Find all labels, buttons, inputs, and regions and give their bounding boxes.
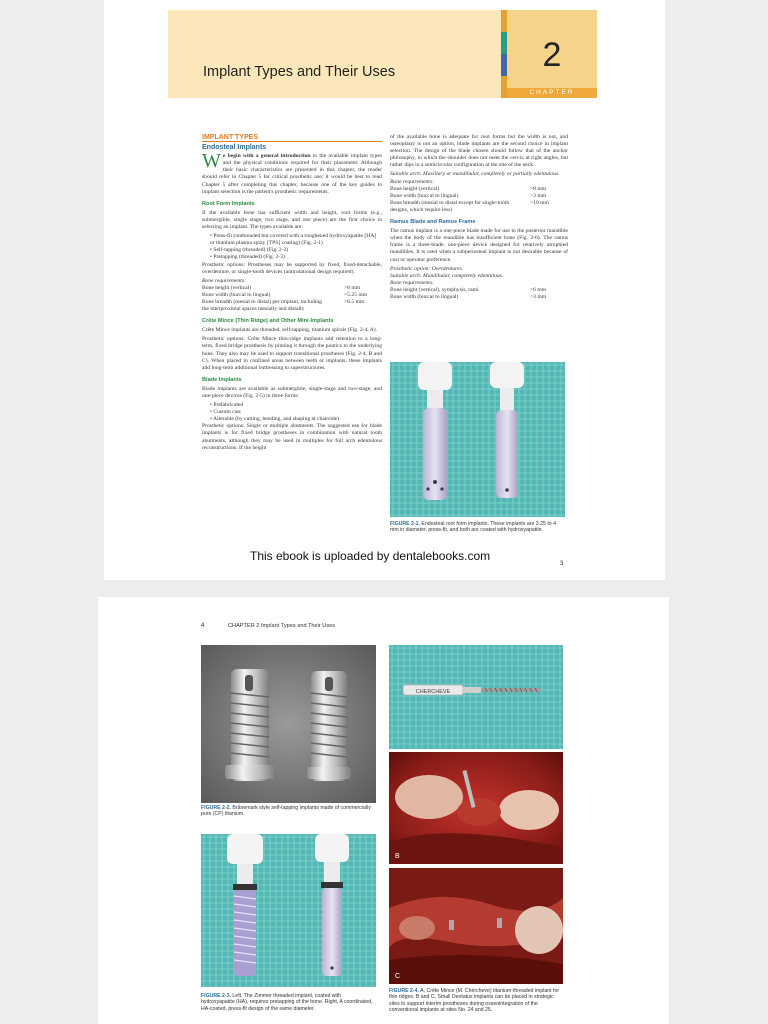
- text-column-right: [390, 134, 568, 301]
- figure-2-2-caption: [201, 805, 371, 818]
- ramus-suitable: Suitable arch: Mandibular, completely edentulous.: [390, 272, 504, 279]
- uploaded-notice: This ebook is uploaded by dentalebooks.com: [250, 549, 491, 563]
- root-form-bullet: • Self-tapping (threaded) (Fig. 2-2): [210, 247, 289, 254]
- page-number: 4: [201, 623, 205, 629]
- crete-mince-prosthetic: Prosthetic options: Crête Mince thin-ridge implants add retention to a long-term, fixed bridge prosthesis by pinning it through the pontics to the underlying bone. They also may be used to support transitional prostheses (Fig. 2-4, B and C). When placed in confined areas between teeth or implants, these implants add long-term additional buttressing to superstructures.: [202, 336, 382, 371]
- blade-prosthetic: Prosthetic options: Single or multiple abutments. The suggested use for blade implants is for fixed bridge prostheses in combination with natural tooth abutments, although they may be used in multiples for full arch edentulous reconstructions. If the height: [202, 423, 382, 451]
- requirement-row: [390, 186, 568, 193]
- req-value: >10 mm: [530, 199, 549, 206]
- drop-cap: W: [202, 150, 221, 173]
- req-value: >5.25 mm: [344, 291, 368, 298]
- root-form-prosthetic: Prosthetic options: Prostheses may be supported by fixed, fixed-detachable, overdenture, or single-tooth devices (antirotational design required).: [202, 261, 382, 275]
- blade-heading: Blade Implants: [202, 376, 242, 383]
- requirement-row: [390, 200, 568, 214]
- section-title: IMPLANT TYPES: [202, 134, 382, 142]
- intro-lead: e begin with a general introduction: [222, 153, 311, 160]
- req-value: >8 mm: [530, 185, 547, 192]
- req-value: >3 mm: [530, 192, 547, 199]
- ramus-heading: Ramus Blade and Ramus Frame: [390, 219, 476, 226]
- figure-2-4b-photo: [389, 752, 563, 864]
- req-value: >6.5 mm: [344, 298, 365, 305]
- running-head: CHAPTER 2 Implant Types and Their Uses: [228, 623, 336, 629]
- figure-2-3-caption: [201, 993, 373, 1012]
- caption-text: Brånemark style self-tapping implants made of commercially pure (CP) titanium.: [201, 805, 371, 818]
- requirement-row: [202, 285, 382, 292]
- root-form-bullet: • Pretapping (threaded) (Fig. 2-3): [210, 254, 285, 261]
- req-label: Bone height (vertical): [390, 185, 440, 192]
- figure-2-1-caption: [390, 521, 565, 534]
- req-label: Bone height (vertical), symphysis, rami: [390, 286, 479, 293]
- requirement-row: [202, 292, 382, 299]
- blade-bullet: • Prefabricated: [210, 402, 244, 409]
- figure-2-2-photo: [201, 645, 376, 803]
- requirement-row: [390, 294, 568, 301]
- panel-label-c: C: [395, 973, 401, 980]
- chapter-label: CHAPTER: [507, 88, 597, 98]
- figure-label: FIGURE 2-4.: [389, 988, 419, 994]
- requirement-row: [390, 193, 568, 200]
- req-label: Bone width (buccal to lingual): [390, 192, 459, 199]
- req-value: >8 mm: [344, 284, 361, 291]
- figure-2-4a-photo: [389, 645, 563, 749]
- figure-2-3-photo: [201, 834, 376, 987]
- req-label: Bone breadth (mesial to distal) per implant, including the interproximal spaces mesially and distally: [202, 298, 322, 313]
- panel-label-b: B: [395, 853, 400, 860]
- root-form-heading: Root Form Implants: [202, 200, 255, 207]
- ramus-text: The ramus implant is a one-piece blade made for use in the posterior mandible when the body of the mandible has insufficient bone (Fig. 2-6). The ramus frame is a three-blade, one-piece device designed for relatively atrophied mandibles. It is used when a subperiosteal implant is not desirable because of cost or operator preference.: [390, 228, 568, 263]
- bone-requirements-label: Bone requirements:: [202, 277, 246, 284]
- caption-text: Endosteal root form implants. These implants are 3.25 to 4 mm in diameter, press-fit, and both are coated with hydroxyapatite.: [390, 521, 556, 534]
- chapter-title: Implant Types and Their Uses: [203, 64, 396, 80]
- req-value: >3 mm: [530, 293, 547, 300]
- intro-text: to the available implant types and the physical conditions required for their placement. Although their basic characteristics are presented in this chapter, the reader should refer to Chapter 5 for critical prosthetic use; it would be best to read Chapter 5 after completing this chapter, because one of the key guides to implant selection is the patient's prosthetic requirements.: [202, 153, 382, 195]
- root-form-bullet: • Press-fit (unthreaded but covered with a roughened hydroxyapatite [HA] or titanium plasma spray [TPS] coating) (Fig. 2-1): [210, 233, 377, 247]
- requirement-row: [202, 299, 382, 313]
- figure-label: FIGURE 2-2.: [201, 805, 231, 811]
- book-page-3: [104, 0, 665, 580]
- bone-requirements-label: Bone requirements:: [390, 279, 434, 286]
- blade-bullet: • Alterable (by cutting, bending, and shaping at chairside): [210, 416, 340, 423]
- caption-text: Left, The Zimmer threaded implant, coated with hydroxyapatite (HA), requires pretapping of the bone. Right, A coordinated, HA-coated, press-fit design of the same diameter.: [201, 993, 373, 1012]
- intro-paragraph: [202, 150, 382, 196]
- req-label: Bone width (buccal to lingual): [202, 291, 271, 298]
- req-value: >6 mm: [530, 286, 547, 293]
- figure-2-4-caption: [389, 988, 565, 1013]
- figure-label: FIGURE 2-3.: [201, 993, 231, 999]
- crete-mince-text: Crête Mince implants are threaded, self-tapping, titanium spirals (Fig. 2-4, A).: [202, 327, 378, 334]
- requirement-row: [390, 287, 568, 294]
- crete-mince-heading: Crête Mince (Thin Ridge) and Other Mini-Implants: [202, 318, 334, 325]
- chapter-number: 2: [542, 36, 562, 74]
- instrument-label: CHERCHEVE: [415, 689, 451, 695]
- req-label: Bone width (buccal to lingual): [390, 293, 459, 300]
- blade-text: Blade implants are available as submergible, single-stage and two-stage, and one-piece devices (Fig. 2-5) in three forms:: [202, 385, 382, 399]
- figure-2-4c-photo: [389, 868, 563, 984]
- figure-label: FIGURE 2-1.: [390, 521, 420, 527]
- bone-requirements-label: Bone requirements:: [390, 178, 434, 185]
- book-page-4: [98, 597, 669, 1024]
- chapter-number-box: [507, 10, 597, 88]
- blade-continued-text: of the available bone is adequate for root forms but the width is not, and osteoplasty is not an option, blade implants are the second choice in implant selection. The design of the blade chosen should follow that of the anchor philosophy, in which the shoulder does not meet the cervix at right angles, but rather dips in a semicircular configuration at the site of the neck.: [390, 134, 568, 169]
- blade-bullet: • Custom cast: [210, 409, 241, 416]
- req-label: Bone breadth (mesial to distal except for single-tooth designs, which require less): [390, 199, 510, 213]
- suitable-arch: Suitable arch: Maxillary or mandibular, completely or partially edentulous.: [390, 171, 560, 178]
- req-label: Bone height (vertical): [202, 284, 252, 291]
- figure-2-1-photo: [390, 362, 565, 517]
- subsection-title: Endosteal Implants: [202, 144, 267, 152]
- root-form-text: If the available bone has sufficient width and height, root forms (e.g., submergible, single stage, two stage, and one piece) are the first choice in selecting an implant. The types available are:: [202, 209, 382, 231]
- text-column-left: [202, 134, 382, 454]
- ramus-prosthetic: Prosthetic option: Overdentures.: [390, 265, 464, 272]
- page-number: 3: [560, 561, 564, 567]
- caption-text: A, Crête Mince (M. Chércheve) titanium-threaded implant for thin ridges. B and C, Small Dentatus implants can be placed in strategic sites to support interim prostheses during osseointegration of the conventional implants at sites No. 24 and 25.: [389, 988, 560, 1013]
